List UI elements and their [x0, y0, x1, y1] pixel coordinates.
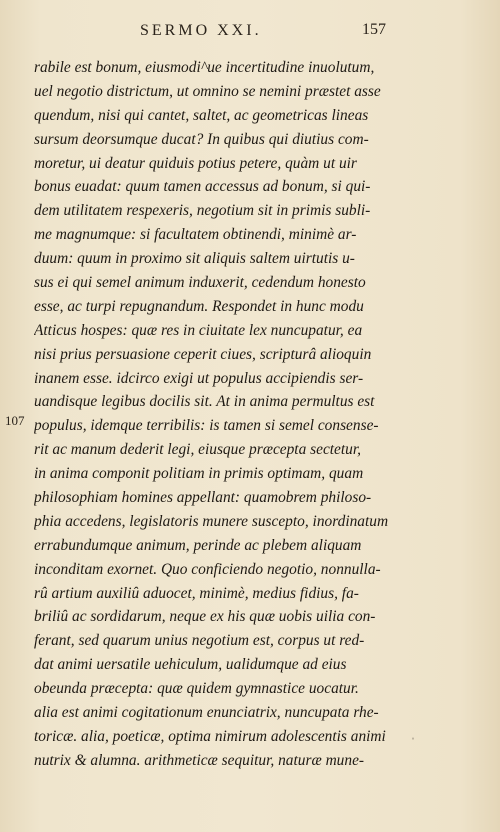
text-line: uandisque legibus docilis sit. At in anima permultus est — [34, 393, 375, 411]
text-line: rabile est bonum, eiusmodi^ue incertitudine inuolutum, — [34, 59, 375, 76]
text-line: esse, ac turpi repugnandum. Respondet in hunc modu — [34, 297, 364, 315]
text-line: dem utilitatem respexeris, negotium sit in primis subli- — [34, 202, 371, 220]
text-line: moretur, ui deatur quiduis potius petere, quàm ut uir — [34, 154, 357, 172]
text-line: dat animi uersatile uehiculum, ualidumque ad eius — [34, 656, 347, 674]
text-line: me magnumque: si facultatem obtinendi, minimè ar- — [34, 226, 357, 244]
text-line: uel negotio districtum, ut omnino se nemini præstet asse — [34, 82, 381, 100]
text-line: toricæ. alia, poeticæ, optima nimirum adolescentis animi — [34, 727, 386, 745]
text-line: nisi prius persuasione ceperit ciues, scripturâ alioquin — [34, 345, 372, 363]
stray-ink-mark: ˈ — [411, 735, 415, 749]
text-line: alia est animi cogitationum enunciatrix, nuncupata rhe- — [34, 704, 379, 722]
text-line: rû artium auxiliû aduocet, minimè, medius fidius, fa- — [34, 584, 359, 602]
text-line: phia accedens, legislatoris munere suscepto, inordinatum — [34, 512, 389, 530]
text-line: Atticus hospes: quæ res in ciuitate lex nuncupatur, ea — [34, 321, 363, 339]
text-line: in anima componit politiam in primis optimam, quam — [34, 465, 364, 483]
text-line: rit ac manum dederit legi, eiusque præcepta sectetur, — [34, 441, 361, 459]
margin-note: 107 — [5, 413, 25, 428]
text-line: sus ei qui semel animum induxerit, cedendum honesto — [34, 274, 366, 292]
text-line: populus, idemque terribilis: is tamen si semel consense- — [34, 417, 379, 435]
text-line: errabundumque animum, perinde ac plebem aliquam — [34, 536, 362, 554]
text-line: obeunda præcepta: quæ quidem gymnastice uocatur. — [34, 680, 359, 698]
text-line: sursum deorsumque ducat? In quibus qui diutius com- — [34, 130, 369, 148]
text-line: philosophiam homines appellant: quamobrem philoso- — [34, 489, 372, 507]
text-line: inanem esse. idcirco exigi ut populus accipiendis ser- — [34, 369, 364, 387]
text-line: briliû ac sordidarum, neque ex his quæ uobis uilia con- — [34, 608, 376, 626]
text-line: quendum, nisi qui cantet, saltet, ac geometricas lineas — [34, 106, 369, 124]
page-number: 157 — [362, 21, 386, 38]
text-line: nutrix & alumna. arithmeticæ sequitur, naturæ mune- — [34, 751, 365, 769]
text-line: duum: quum in proximo sit aliquis saltem uirtutis u- — [34, 250, 355, 268]
text-line: bonus euadat: quum tamen accessus ad bonum, si qui- — [34, 178, 371, 196]
running-head: SERMO XXI. — [140, 22, 262, 39]
text-line: ferant, sed quarum unius negotium est, corpus ut red- — [34, 632, 365, 650]
text-line: inconditam exornet. Quo conficiendo negotio, nonnulla- — [34, 560, 381, 578]
text-block — [34, 56, 406, 773]
